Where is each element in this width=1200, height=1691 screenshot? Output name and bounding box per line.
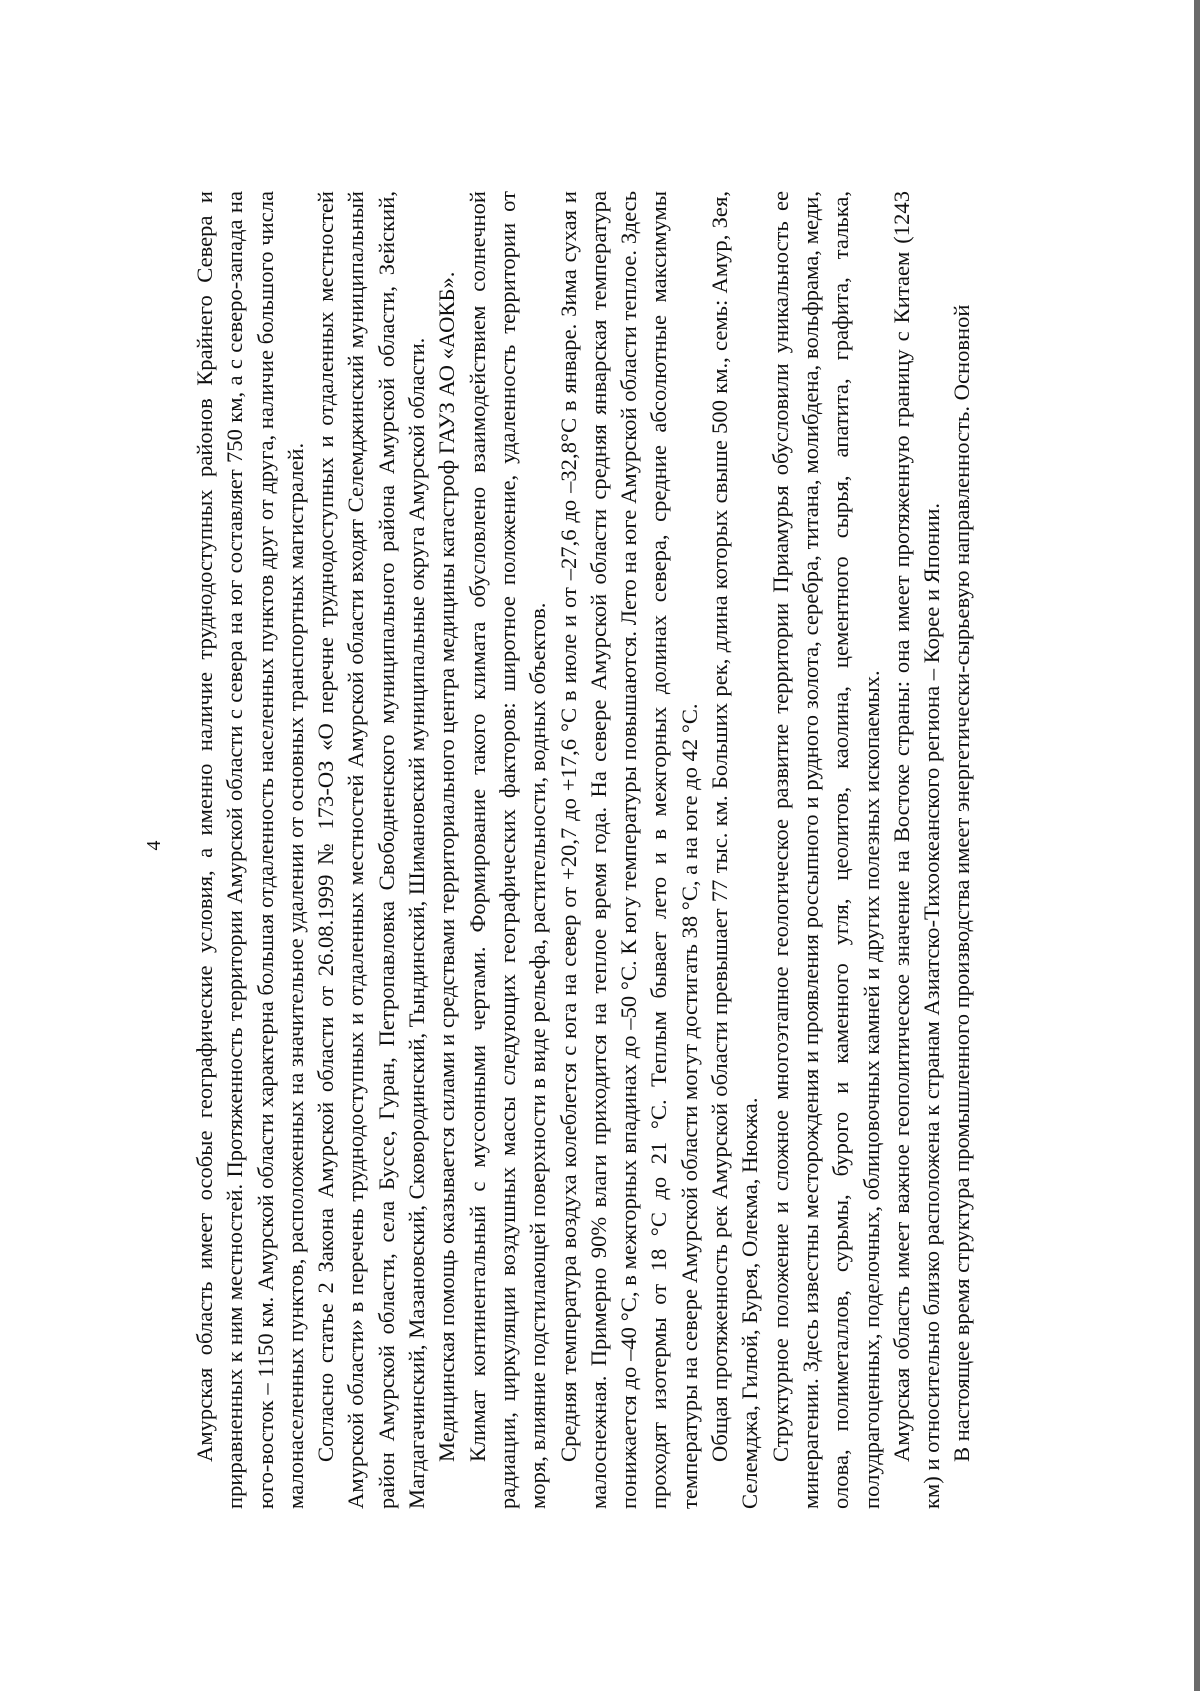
paragraph-temperature: Средняя температура воздуха колеблется с юга на север от +20,7 до +17,6 °С в июле и от –27,6 до –32,8°С в январе. Зима сухая и малоснежная. Примерно 90% влаги приходится на теплое время года. На севере Амурской области средняя январская температура понижается до –40 °С, в межгорных впадинах до –50 °С. К югу температуры повышаются. Лето на юге Амурской области теплое. Здесь проходят изотермы от 18 °С до 21 °С. Теплым бывает лето и в межгорных долинах севера, средние абсолютные максимумы температуры на севере Амурской области могут достигать 38 °С, а на юге до 42 °С.	[555, 191, 702, 1509]
paragraph-medical-aid: Медицинская помощь оказывается силами и средствами территориального центра медицины катастроф ГАУЗ АО «АОКБ».	[434, 271, 460, 1462]
page-number: 4	[143, 840, 165, 851]
paragraph-minerals: Структурное положение и сложное многоэтапное геологическое развитие территории Приамурья обусловили уникальность ее минерагении. Здесь известны месторождения и проявления россыпного и рудного золота, серебра, титана, молибдена, вольфрама, меди, олова, полиметаллов, сурьмы, бурого и каменного угля, цеолитов, каолина, цементного сырья, апатита, графита, талька, полудрагоценных, поделочных, облицовочных камней и других полезных ископаемых.	[767, 191, 884, 1509]
paragraph-industry: В настоящее время структура промышленного производства имеет энергетически-сырьевую направленность. Основной	[949, 304, 975, 1462]
paragraph-territory: Амурская область имеет особые географические условия, а именно наличие труднодоступных районов Крайнего Севера и приравненных к ним местностей. Протяженность территории Амурской области с севера на юг составляет 750 км, а с северо-запада на юго-восток – 1150 км. Амурской области характерна большая отдаленность населенных пунктов друг от друга, наличие большого числа малонаселенных пунктов, расположенных на значительное удалении от основных транспортных магистралей.	[192, 191, 308, 1509]
paragraph-geopolitics: Амурская область имеет важное геополитическое значение на Востоке страны: она имеет протяженную границу с Китаем (1243 км) и относительно близко расположена к странам Азиатско-Тихоокеанского региона – Корее и Японии.	[888, 191, 945, 1509]
paragraph-rivers: Общая протяженность рек Амурской области превышает 77 тыс. км. Больших рек, длина которых свыше 500 км., семь: Амур, Зея, Селемджа, Гилюй, Бурея, Олекма, Нюкжа.	[707, 191, 763, 1509]
paragraph-climate: Климат континентальный с муссонными чертами. Формирование такого климата обусловлено взаимодействием солнечной радиации, циркуляции воздушных массы следующих географических факторов: широтное положение, удаленность территории от моря, влияние подстилающей поверхности в виде рельефа, растительности, водных объектов.	[464, 191, 551, 1509]
paragraph-law: Согласно статье 2 Закона Амурской области от 26.08.1999 № 173-ОЗ «О перечне труднодоступных и отдаленных местностей Амурской области» в перечень труднодоступных и отдаленных местностей Амурской области входят Селемджинский муниципальный район Амурской области, села Буссе, Гуран, Петропавловка Свободненского муниципального района Амурской области, Зейский, Магдагачинский, Мазановский, Сковородинский, Тындинский, Шимановский муниципальные округа Амурской области.	[313, 191, 430, 1509]
body-text	[190, 191, 978, 1509]
